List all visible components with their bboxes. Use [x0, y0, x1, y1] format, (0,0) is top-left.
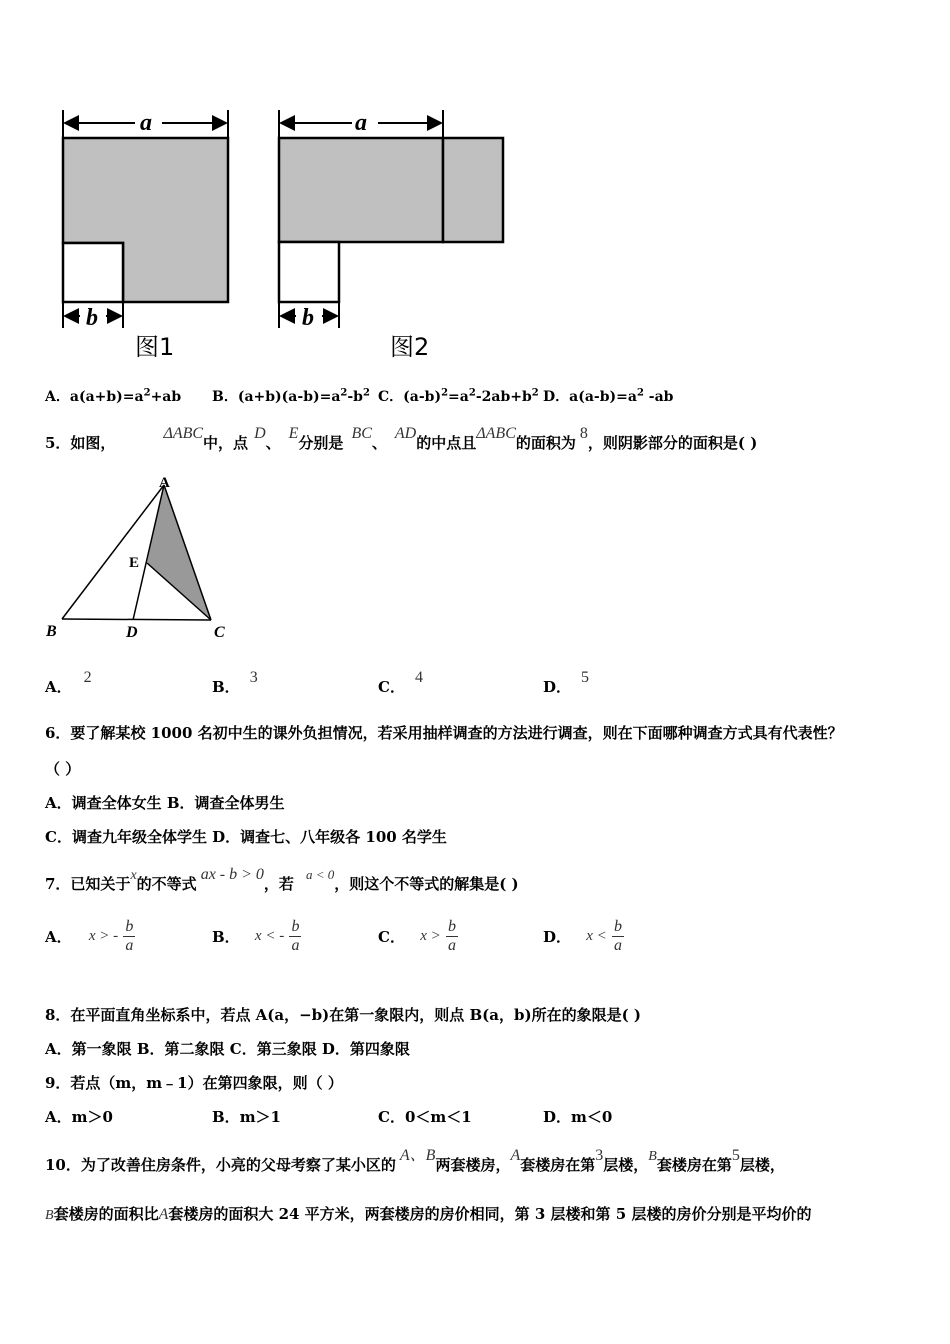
q4-option-a: A．$a(a+b)=a^2+ab$	[45, 387, 182, 405]
q7-b-den: a	[291, 937, 300, 954]
q7-a-num: b	[125, 918, 134, 935]
q8-stem: 8．在平面直角坐标系中，若点 A(a，−b)在第一象限内，则点 B(a，b)所在的象限是( )	[45, 1006, 641, 1024]
fig1-label-b: b	[86, 305, 98, 331]
q9-option-b: B．m＞1	[212, 1108, 281, 1126]
q5-option-b: B．3	[212, 669, 258, 696]
q7-option-d: D． x < $\frac{b}{a}$	[543, 918, 623, 954]
q4-option-b: B．$(a+b)(a-b)=a^2-b^2$	[212, 387, 370, 405]
q7-option-b: B． x < - $\frac{b}{a}$	[212, 918, 300, 954]
q5-fig-label-c: C	[214, 624, 225, 641]
q4-option-d: D．$a(a-b)=a^2$ -ab	[543, 387, 674, 405]
q7-stem: 7．已知关于x的不等式ax - b > 0，若a < 0，则这个不等式的解集是( )	[45, 866, 519, 893]
q5-option-c: C．4	[378, 669, 423, 696]
q7-c-num: b	[447, 918, 456, 935]
q7-c-den: a	[447, 937, 456, 954]
fig2-label-b: b	[302, 305, 314, 331]
q5-stem: 5．如图，ΔABC中，点D、E分别是BC、AD的中点且ΔABC的面积为8，则阴影部分的面积是( )	[45, 425, 758, 452]
q4-option-c: C．$(a-b)^2=a^2-2ab+b^2$	[378, 387, 539, 405]
q9-option-a: A．m＞0	[45, 1108, 113, 1126]
q5-fig-label-a: A	[159, 475, 170, 491]
figure-1-2	[40, 100, 540, 370]
q6-stem: 6．要了解某校 1000 名初中生的课外负担情况，若采用抽样调查的方法进行调查，则在下面哪种调查方式具有代表性？	[45, 724, 843, 742]
q5-option-d: D．5	[543, 669, 590, 696]
q7-d-num: b	[614, 918, 623, 935]
q6-options-row2: C．调查九年级全体学生 D．调查七、八年级各 100 名学生	[45, 828, 447, 846]
fig1-label-a: a	[140, 110, 152, 136]
q6-options-row1: A．调查全体女生 B．调查全体男生	[45, 794, 285, 812]
q5-fig-label-b: B	[46, 623, 57, 640]
q8-options: A．第一象限 B．第二象限 C．第三象限 D．第四象限	[45, 1040, 410, 1058]
q10-line1: 10．为了改善住房条件，小亮的父母考察了某小区的A、B两套楼房，A套楼房在第3层楼，B套楼房在第5层楼，	[45, 1147, 785, 1174]
q10-line2: B套楼房的面积比A套楼房的面积大 24 平方米，两套楼房的房价相同，第 3 层楼和第 5 层楼的房价分别是平均价的	[45, 1205, 812, 1223]
q9-stem: 9．若点（m，m﹣1）在第四象限，则（ ）	[45, 1074, 343, 1092]
q9-option-d: D．m＜0	[543, 1108, 613, 1126]
q7-option-a: A． x > - $\frac{b}{a}$	[45, 918, 134, 954]
q5-fig-label-d: D	[126, 624, 138, 641]
q9-option-c: C．0＜m＜1	[378, 1108, 472, 1126]
q6-paren: （ ）	[45, 760, 81, 778]
q5-option-a: A．2	[45, 669, 92, 696]
q5-fig-label-e: E	[129, 555, 140, 571]
q5-triangle-figure	[40, 475, 240, 645]
figure-1	[63, 110, 228, 361]
q7-d-den: a	[614, 937, 623, 954]
fig2-label-a: a	[355, 110, 367, 136]
figure-2	[279, 110, 503, 361]
q7-option-c: C． x > $\frac{b}{a}$	[378, 918, 456, 954]
fig2-caption: 图2	[390, 333, 430, 361]
q7-a-den: a	[125, 937, 134, 954]
q7-b-num: b	[291, 918, 300, 935]
fig1-caption: 图1	[135, 333, 175, 361]
